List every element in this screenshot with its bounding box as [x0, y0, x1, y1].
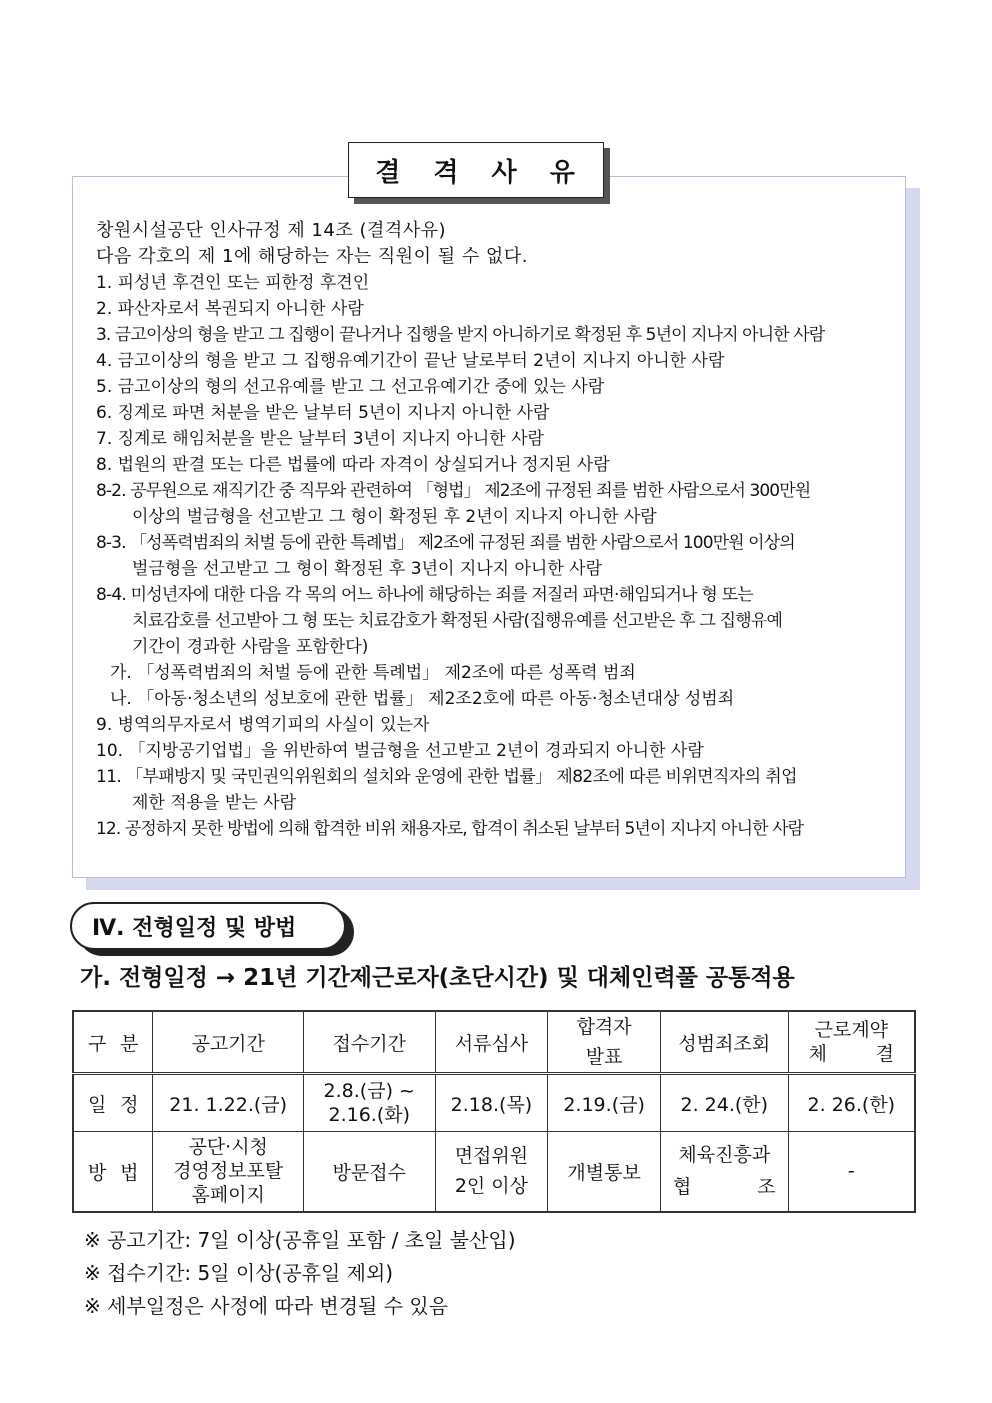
cell-text: 2.16.(화): [328, 1104, 411, 1126]
table-cell: [435, 1132, 548, 1212]
table-cell: -: [788, 1132, 915, 1212]
row-label: [73, 1074, 153, 1132]
cell-text: 협: [672, 1176, 692, 1199]
header-cell: 서류심사: [435, 1011, 548, 1074]
list-item-continued: 제한 적용을 받는 사람: [132, 793, 297, 813]
sub-item: 가. 「성폭력범죄의 처벌 등에 관한 특례법」 제2조에 따른 성폭력 범죄: [110, 663, 636, 683]
cell-text: 2.8.(금) ~: [323, 1080, 415, 1102]
cell-text: 체육진흥과: [678, 1144, 771, 1167]
list-item: 7. 징계로 해임처분을 받은 날부터 3년이 지나지 아니한 사람: [96, 429, 544, 449]
row-label-text: 일: [88, 1093, 107, 1116]
cell-text: 2인 이상: [454, 1175, 529, 1198]
table-cell: [660, 1132, 788, 1212]
cell-text: 홈페이지: [191, 1184, 265, 1207]
list-item: 10. 「지방공기업법」을 위반하여 벌금형을 선고받고 2년이 경과되지 아니한 사람: [96, 741, 704, 761]
list-item: 8-4. 미성년자에 대한 다음 각 목의 어느 하나에 해당하는 죄를 저질러 파면·해임되거나 형 또는: [96, 585, 753, 605]
header-text: 분: [120, 1032, 139, 1055]
table-cell: 2. 24.(한): [660, 1074, 788, 1132]
schedule-subtitle: 가. 전형일정 → 21년 기간제근로자(초단시간) 및 대체인력풀 공통적용: [80, 965, 795, 991]
header-text: 결: [875, 1043, 894, 1065]
header-text: 발표: [585, 1046, 623, 1068]
header-cell: 접수기간: [303, 1011, 435, 1074]
row-label-text: 법: [120, 1161, 139, 1184]
table-cell: 21. 1.22.(금): [153, 1074, 304, 1132]
list-item: 8. 법원의 판결 또는 다른 법률에 따라 자격이 상실되거나 정지된 사람: [96, 455, 610, 475]
row-label-text: 정: [120, 1093, 139, 1116]
list-item: 6. 징계로 파면 처분을 받은 날부터 5년이 지나지 아니한 사람: [96, 403, 550, 423]
list-item: 2. 파산자로서 복권되지 아니한 사람: [96, 299, 364, 319]
table-cell: [153, 1132, 304, 1212]
cell-text: 조: [757, 1176, 776, 1199]
sub-item: 나. 「아동·청소년의 성보호에 관한 법률」 제2조2호에 따른 아동·청소년대상 성범죄: [110, 689, 735, 709]
header-cell: 성범죄조회: [660, 1011, 788, 1074]
list-item-continued: 벌금형을 선고받고 그 형이 확정된 후 3년이 지나지 아니한 사람: [132, 559, 602, 579]
section-title: Ⅳ. 전형일정 및 방법: [70, 902, 346, 950]
row-label-text: 방: [88, 1161, 107, 1184]
header-cell: [548, 1011, 661, 1074]
header-cell: [73, 1011, 153, 1074]
list-item: 11. 「부패방지 및 국민권익위원회의 설치와 운영에 관한 법률」 제82조에 따른 비위면직자의 취업: [96, 767, 797, 787]
list-item-continued: 이상의 벌금형을 선고받고 그 형이 확정된 후 2년이 지나지 아니한 사람: [132, 507, 657, 527]
header-cell: [788, 1011, 915, 1074]
cell-text: 공단·시청: [188, 1136, 268, 1159]
list-item-continued: 기간이 경과한 사람을 포함한다): [132, 637, 369, 657]
list-item: 8-2. 공무원으로 재직기간 중 직무와 관련하여 「형법」 제2조에 규정된 죄를 범한 사람으로서 300만원: [96, 481, 811, 501]
table-cell: 2. 26.(한): [788, 1074, 915, 1132]
header-text: 합격자: [576, 1016, 632, 1038]
header-text: 근로계약: [814, 1019, 889, 1041]
list-item: 3. 금고이상의 형을 받고 그 집행이 끝나거나 집행을 받지 아니하기로 확정된 후 5년이 지나지 아니한 사람: [96, 325, 825, 345]
list-item: 12. 공정하지 못한 방법에 의해 합격한 비위 채용자로, 합격이 취소된 날부터 5년이 지나지 아니한 사람: [96, 819, 804, 839]
schedule-table: [72, 1010, 916, 1213]
list-item: 9. 병역의무자로서 병역기피의 사실이 있는자: [96, 715, 430, 735]
list-item: 4. 금고이상의 형을 받고 그 집행유예기간이 끝난 날로부터 2년이 지나지 아니한 사람: [96, 351, 725, 371]
table-cell: 2.19.(금): [548, 1074, 661, 1132]
table-cell: 방문접수: [303, 1132, 435, 1212]
header-text: 체: [808, 1043, 828, 1065]
row-label: [73, 1132, 153, 1212]
note-item: ※ 세부일정은 사정에 따라 변경될 수 있음: [84, 1294, 449, 1318]
note-item: ※ 공고기간: 7일 이상(공휴일 포함 / 초일 불산입): [84, 1228, 516, 1252]
notes: [84, 1224, 516, 1323]
regulation-heading: 창원시설공단 인사규정 제 14조 (결격사유): [96, 220, 447, 241]
table-header-row: [73, 1011, 915, 1074]
list-item-continued: 치료감호를 선고받아 그 형 또는 치료감호가 확정된 사람(집행유예를 선고받은 후 그 집행유예: [132, 611, 783, 631]
header-text: 구: [88, 1032, 107, 1055]
note-item: ※ 접수기간: 5일 이상(공휴일 제외): [84, 1261, 394, 1285]
disqualification-title: 결 격 사 유: [348, 142, 604, 198]
cell-text: 경영정보포탈: [173, 1160, 284, 1183]
table-row: [73, 1074, 915, 1132]
regulation-intro: 다음 각호의 제 1에 해당하는 자는 직원이 될 수 없다.: [96, 246, 528, 267]
list-item: 5. 금고이상의 형의 선고유예를 받고 그 선고유예기간 중에 있는 사람: [96, 377, 605, 397]
list-item: 8-3. 「성폭력범죄의 처벌 등에 관한 특례법」 제2조에 규정된 죄를 범한 사람으로서 100만원 이상의: [96, 533, 795, 553]
table-row: [73, 1132, 915, 1212]
list-item: 1. 피성년 후견인 또는 피한정 후견인: [96, 273, 370, 293]
table-cell: 2.18.(목): [435, 1074, 548, 1132]
table-cell: 개별통보: [548, 1132, 661, 1212]
disqualification-content: [96, 218, 898, 842]
table-cell: [303, 1074, 435, 1132]
header-cell: 공고기간: [153, 1011, 304, 1074]
cell-text: 면접위원: [454, 1145, 529, 1168]
